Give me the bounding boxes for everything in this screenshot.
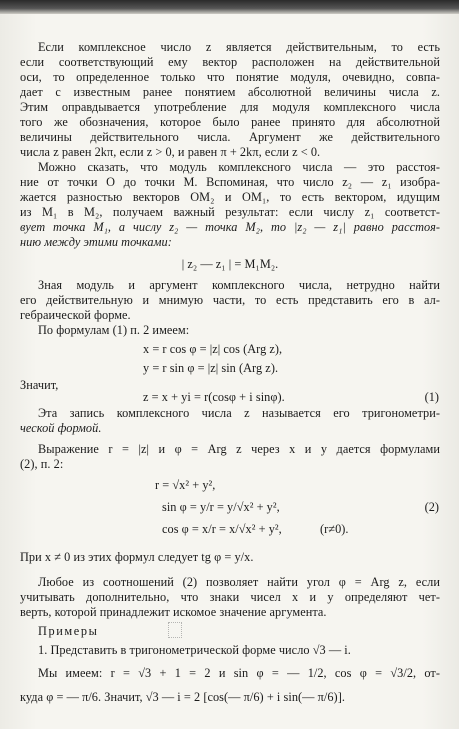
text-line: верть, которой принадлежит искомое значение аргумента. bbox=[20, 605, 327, 619]
text-line: Эта запись комплексного числа z называется его тригонометри- bbox=[38, 406, 440, 420]
text-line: Любое из соотношений (2) позволяет найти угол φ = Arg z, если bbox=[38, 575, 440, 589]
library-stamp bbox=[168, 622, 182, 638]
text-line: Выражение r = |z| и φ = Arg z через x и y дается формулами bbox=[38, 442, 440, 456]
formula-r: r = √x² + y², bbox=[155, 478, 216, 492]
formula-x: x = r cos φ = |z| cos (Arg z), bbox=[143, 342, 283, 356]
text-line: вует точка M₁, а числу z₂ — точка M₂, то |z₂ — z₁| равно расстоя- bbox=[20, 220, 440, 234]
text-line: Этим оправдывается употребление для модуля комплексного числа bbox=[20, 100, 440, 114]
scan-top-edge bbox=[0, 0, 459, 14]
formula-sin: sin φ = y/r = y/√x² + y², bbox=[162, 500, 280, 514]
text-line: учитывать дополнительно, что знаки чисел x и y определяют чет- bbox=[20, 590, 440, 604]
text-line: гебраической форме. bbox=[20, 308, 131, 322]
equation-number-1: (1) bbox=[424, 390, 439, 404]
formula-cos: cos φ = x/r = x/√x² + y², bbox=[162, 522, 282, 536]
condition-r-nonzero: (r≠0). bbox=[320, 522, 349, 536]
text-line: 1. Представить в тригонометрической форме число √3 — i. bbox=[38, 643, 351, 657]
text-line: ческой формой. bbox=[20, 421, 102, 435]
text-line: его действительную и мнимую части, то есть представить его в ал- bbox=[20, 293, 440, 307]
text-line: если соответствующий ему вектор расположен на действительной bbox=[20, 55, 440, 69]
text-line: того же обозначения, которое было ранее принято для абсолютной bbox=[20, 115, 440, 129]
formula-y: y = r sin φ = |z| sin (Arg z). bbox=[143, 361, 279, 375]
text-line: Мы имеем: r = √3 + 1 = 2 и sin φ = — 1/2, cos φ = √3/2, от- bbox=[38, 666, 440, 680]
section-heading: Примеры bbox=[38, 624, 99, 638]
text-line: Значит, bbox=[20, 378, 59, 392]
text-line: При x ≠ 0 из этих формул следует tg φ = y/x. bbox=[20, 550, 254, 564]
formula-distance: | z₂ — z₁ | = M₁M₂. bbox=[181, 257, 279, 271]
equation-number-2: (2) bbox=[424, 500, 439, 514]
formula-trig-form: z = x + yi = r(cosφ + i sinφ). bbox=[143, 390, 285, 404]
text-line: числа z равен 2kπ, если z > 0, и равен π + 2kπ, если z < 0. bbox=[20, 145, 321, 159]
text-line: оси, то определенное только что понятие модуля, очевидно, совпа- bbox=[20, 70, 440, 84]
text-line: куда φ = — π/6. Значит, √3 — i = 2 [cos(— π/6) + i sin(— π/6)]. bbox=[20, 690, 345, 704]
text-line: По формулам (1) п. 2 имеем: bbox=[38, 323, 190, 337]
text-line: Можно сказать, что модуль комплексного числа — это расстоя- bbox=[38, 160, 440, 174]
text-line: (2), п. 2: bbox=[20, 457, 64, 471]
text-line: Зная модуль и аргумент комплексного числа, нетрудно найти bbox=[38, 278, 440, 292]
text-line: из M₁ в M₂, получаем важный результат: если числу z₁ соответст- bbox=[20, 205, 440, 219]
text-line: ние от точки O до точки M. Вспоминая, что число z₂ — z₁ изобра- bbox=[20, 175, 440, 189]
text-line: жается разностью векторов OM₂ и OM₁, то есть вектором, идущим bbox=[20, 190, 440, 204]
text-line: величины действительного числа. Аргумент же действительного bbox=[20, 130, 440, 144]
text-line: Если комплексное число z является действительным, то есть bbox=[38, 40, 440, 54]
text-line: дает с известным ранее понятием абсолютной величины числа z. bbox=[20, 85, 440, 99]
text-line: нию между этими точками: bbox=[20, 235, 172, 249]
